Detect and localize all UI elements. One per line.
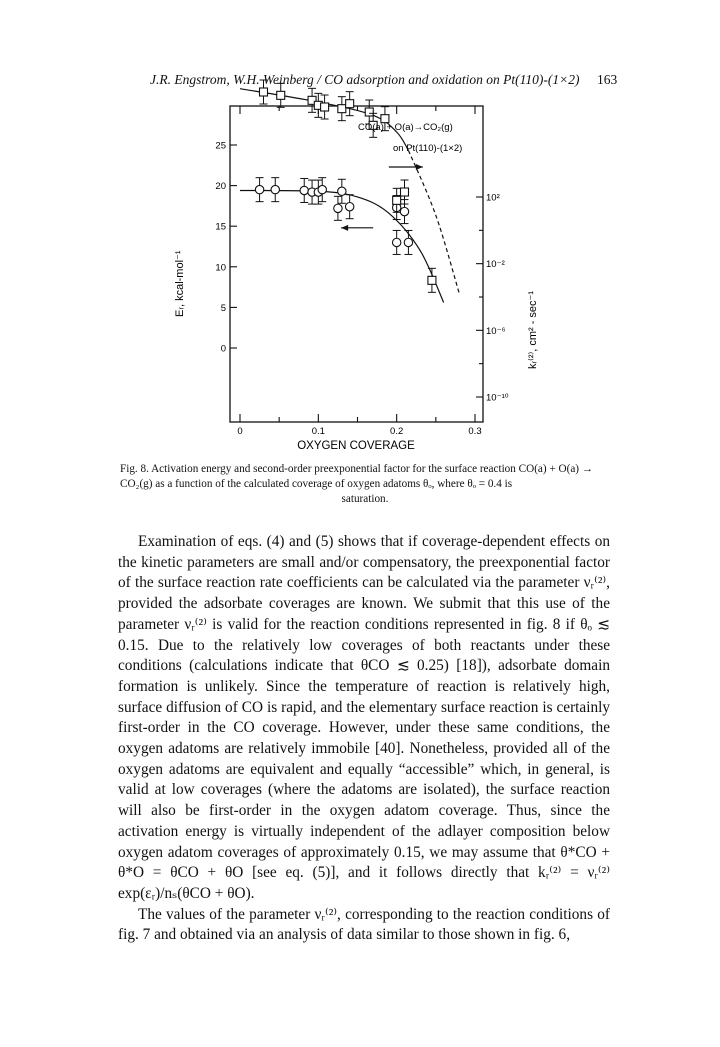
square-point [321, 95, 329, 119]
square-point [428, 268, 436, 292]
left-tick-label: 20 [215, 181, 226, 193]
axis-arrows [341, 164, 423, 231]
circle-marker [338, 187, 346, 195]
right-axis-label: kᵣ⁽²⁾, cm² - sec⁻¹ [527, 290, 539, 369]
body-text [118, 532, 610, 946]
x-tick-label: 0.1 [311, 426, 325, 437]
paragraph-1: Examination of eqs. (4) and (5) shows that if coverage-dependent effects on the kinetic parameters are small and/or compensatory, the preexponential factor of the surface reaction rate coefficients can be calculated via the parameter νᵣ⁽²⁾, provided the adsorbate coverages are known. We submit that this use of the parameter νᵣ⁽²⁾ is valid for the reaction conditions represented in fig. 8 if θₒ ≲ 0.15. Due to the relatively low coverages of both reactants under these conditions (calculations indicate that θCO ≲ 0.25) [18]), adsorbate domain formation is unlikely. Since the temperature of reaction is relatively high, surface diffusion of CO is rapid, and the elementary surface reaction is certainly first-order in the CO coverage. However, under these same conditions, the oxygen adatoms are relatively immobile [40]. Nonetheless, provided all of the oxygen adatoms are equivalent and equally “accessible” which, in general, is valid at low coverages (where the adatoms are isolated), the surface reaction will also be first-order in the oxygen adatom coverage. Thus, since the activation energy is virtually independent of the adlayer composition below oxygen adatom coverages of approximately 0.15, we may assume that θ*CO + θ*O = θCO + θO [see eq. (5)], and it follows directly that kᵣ⁽²⁾ = νᵣ⁽²⁾ exp(εᵣ)/nₛ(θCO + θO). [118, 533, 610, 902]
square-marker [428, 276, 436, 284]
circle-marker [345, 203, 353, 211]
figure-8-plot [170, 97, 550, 457]
left-tick-label: 5 [220, 302, 226, 314]
circle-point [318, 178, 326, 202]
page-header [0, 72, 720, 92]
left-tick-label: 25 [215, 140, 226, 152]
paragraph-2: The values of the parameter νᵣ⁽²⁾, corresponding to the reaction conditions of fig. 7 and obtained via an analysis of data similar to those shown in fig. 6, [118, 905, 610, 944]
circle-marker [404, 238, 412, 246]
square-point [346, 92, 354, 116]
square-point [338, 97, 346, 121]
figure-caption [120, 462, 610, 507]
fit-curve-3 [408, 150, 459, 293]
square-marker [338, 105, 346, 113]
square-point [401, 180, 409, 204]
circle-marker [255, 185, 263, 193]
square-marker [401, 188, 409, 196]
square-marker [393, 196, 401, 204]
x-tick-label: 0 [237, 426, 243, 437]
circle-marker [400, 207, 408, 215]
x-tick-label: 0.3 [468, 426, 482, 437]
square-marker [346, 100, 354, 108]
left-tick-label: 10 [215, 262, 226, 274]
x-tick-label: 0.2 [390, 426, 404, 437]
annotation-surface: on Pt(110)-(1×2) [393, 143, 463, 154]
page-number: 163 [597, 72, 618, 87]
annotation-reaction: CO(a) + O(a)→CO₂(g) [358, 122, 453, 133]
right-tick-label: 10⁻¹⁰ [486, 392, 509, 404]
circle-marker [300, 186, 308, 194]
circle-point [271, 178, 279, 202]
square-marker [321, 103, 329, 111]
circle-point [338, 179, 346, 203]
x-axis-label: OXYGEN COVERAGE [297, 440, 415, 452]
square-marker [260, 88, 268, 96]
square-marker [277, 91, 285, 99]
arrow-head [416, 164, 423, 170]
caption-tail: saturation. [341, 493, 389, 505]
left-axis-label: Eᵣ, kcal-mol⁻¹ [174, 250, 186, 317]
circle-marker [318, 185, 326, 193]
caption-text: Fig. 8. Activation energy and second-order preexponential factor for the surface reaction CO(a) + O(a) → CO₂(g) as a function of the calculated coverage of oxygen adatoms θₒ, where θₒ = 0.4 is [120, 463, 593, 490]
right-tick-label: 10² [486, 192, 500, 204]
circle-marker [271, 185, 279, 193]
figure-8 [170, 97, 550, 457]
circle-point [255, 178, 263, 202]
data-points [255, 80, 436, 292]
circle-marker [392, 238, 400, 246]
square-marker [365, 108, 373, 116]
circle-point [334, 196, 342, 220]
circle-point [345, 195, 353, 219]
arrow-head [341, 225, 348, 231]
circle-marker [334, 204, 342, 212]
circle-point [392, 230, 400, 254]
left-tick-label: 0 [220, 343, 226, 355]
right-tick-label: 10⁻² [486, 259, 505, 271]
circle-point [300, 178, 308, 202]
circle-point [404, 230, 412, 254]
square-point [365, 100, 373, 124]
running-head: J.R. Engstrom, W.H. Weinberg / CO adsorption and oxidation on Pt(110)-(1×2) [150, 72, 580, 87]
right-tick-label: 10⁻⁶ [486, 325, 506, 337]
left-tick-label: 15 [215, 221, 226, 233]
